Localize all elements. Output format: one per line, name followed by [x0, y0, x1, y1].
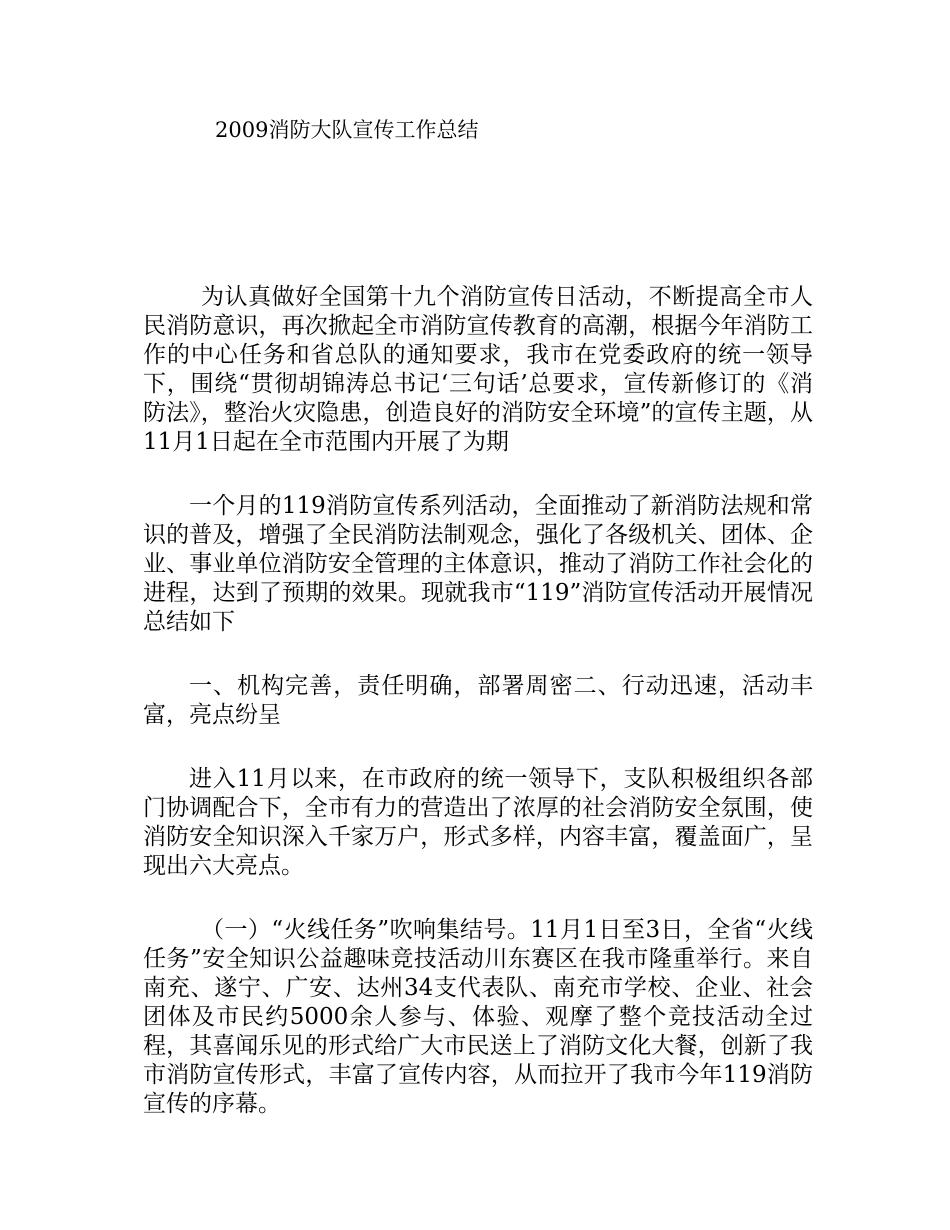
document-body: [143, 283, 813, 1119]
document-title: 2009消防大队宣传工作总结: [215, 118, 479, 142]
paragraph-gap: [143, 730, 813, 765]
paragraph-highlights-intro: 进入11月以来，在市政府的统一领导下，支队积极组织各部门协调配合下，全市有力的营造出了浓厚的社会消防安全氛围，使消防安全知识深入千家万户，形式多样，内容丰富，覆盖面广，呈现出六大亮点。: [143, 766, 813, 879]
paragraph-gap: [143, 637, 813, 672]
paragraph-gap: [143, 457, 813, 492]
paragraph-section-headings: 一、机构完善，责任明确，部署周密二、行动迅速，活动丰富，亮点纷呈: [143, 673, 813, 728]
paragraph-gap: [143, 881, 813, 916]
paragraph-continuation: 一个月的119消防宣传系列活动，全面推动了新消防法规和常识的普及，增强了全民消防法制观念，强化了各级机关、团体、企业、事业单位消防安全管理的主体意识，推动了消防工作社会化的进程，达到了预期的效果。现就我市“119”消防宣传活动开展情况总结如下: [143, 493, 813, 635]
paragraph-highlight-one: （一）“火线任务”吹响集结号。11月1日至3日，全省“火线任务”安全知识公益趣味竞技活动川东赛区在我市隆重举行。来自南充、遂宁、广安、达州34支代表队、南充市学校、企业、社会团体及市民约5000余人参与、体验、观摩了整个竞技活动全过程，其喜闻乐见的形式给广大市民送上了消防文化大餐，创新了我市消防宣传形式，丰富了宣传内容，从而拉开了我市今年119消防宣传的序幕。: [143, 917, 813, 1117]
paragraph-intro: 为认真做好全国第十九个消防宣传日活动，不断提高全市人民消防意识，再次掀起全市消防宣传教育的高潮，根据今年消防工作的中心任务和省总队的通知要求，我市在党委政府的统一领导下，围绕“贯彻胡锦涛总书记‘三句话’总要求，宣传新修订的《消防法》，整治火灾隐患，创造良好的消防安全环境”的宣传主题，从11月1日起在全市范围内开展了为期: [143, 284, 813, 455]
